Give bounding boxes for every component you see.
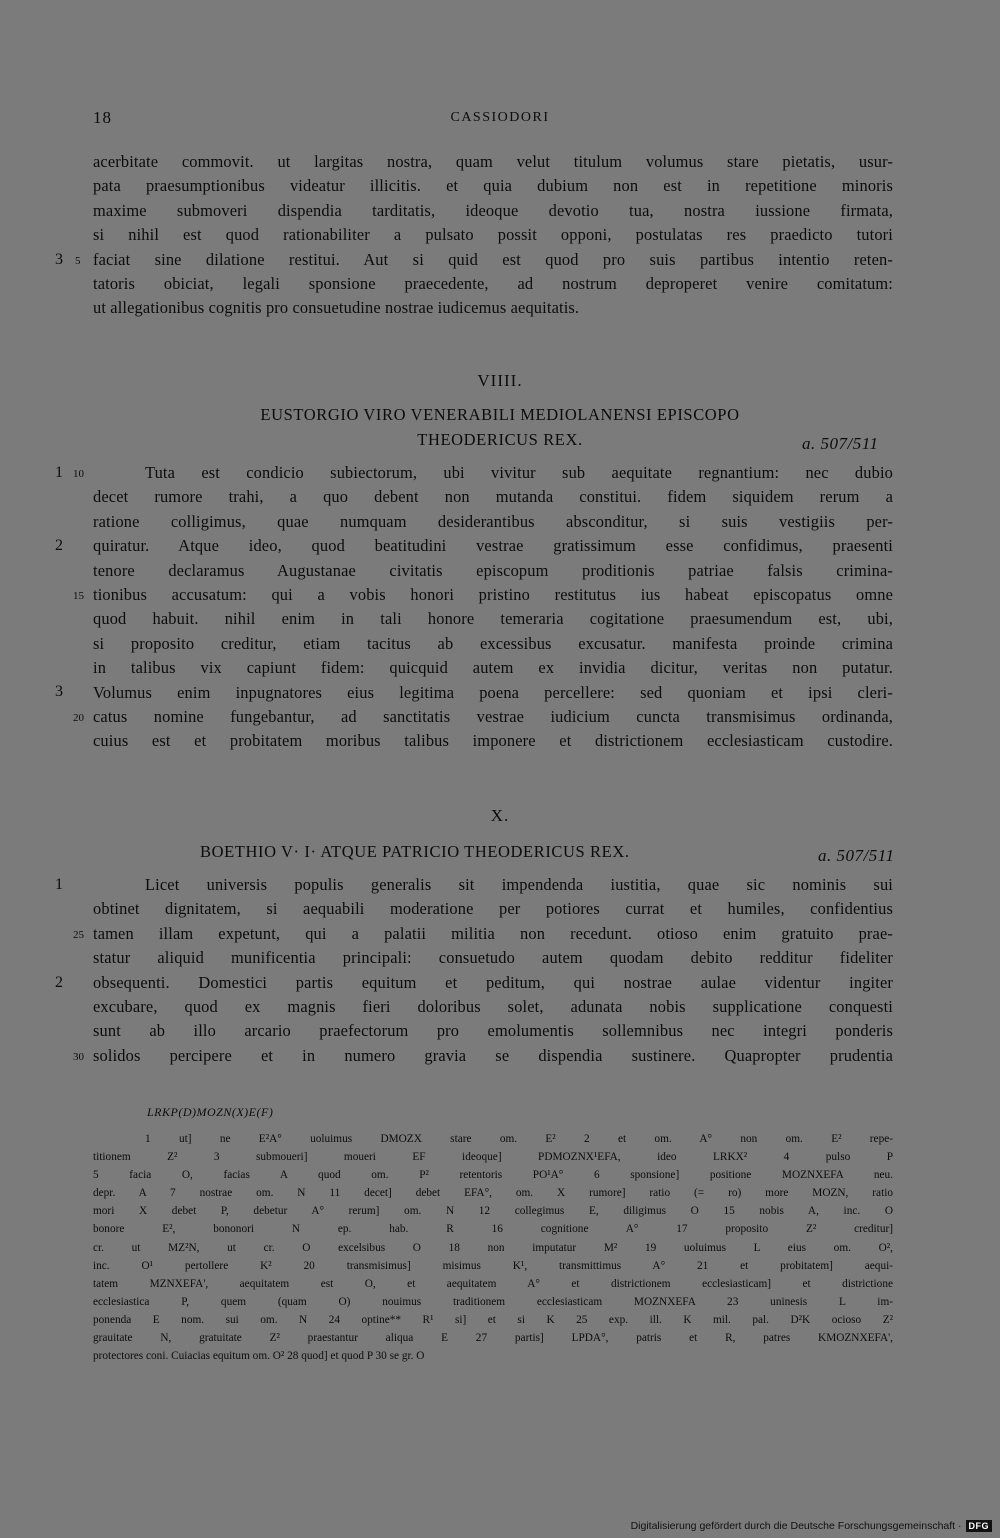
letter-9-numeral: VIIII.	[477, 371, 523, 390]
text-line: excubare, quod ex magnis fieri doloribus solet, adunata nobis supplicatione conquesti	[93, 996, 893, 1016]
text-line: catus nomine fungebantur, ad sanctitatis vestrae iudicium cuncta transmisimus ordinanda,	[93, 706, 893, 726]
text-line: decet rumore trahi, a quo debent non mutanda constitui. fidem siquidem rerum a	[93, 487, 893, 507]
text-line: si nihil est quod rationabiliter a pulsato possit opponi, postulatas res praedicto tutori	[93, 225, 893, 245]
margin-line-number: 5	[75, 255, 81, 267]
apparatus-line: inc. O¹ pertollere K² 20 transmisimus] misimus K¹, transmittimus A° 21 et probitatem] aequi-	[93, 1259, 893, 1272]
apparatus-sigla: LRKP(D)MOZN(X)E(F)	[147, 1105, 274, 1119]
apparatus-line: depr. A 7 nostrae om. N 11 decet] debet EFA°, om. X rumore] ratio (= ro) more MOZN, ratio	[93, 1187, 893, 1200]
margin-line-number: 10	[73, 468, 84, 480]
text-line: statur aliquid munificentia principali: consuetudo autem quodam debito redditur fideliter	[93, 948, 893, 968]
letter-10-address: BOETHIO V· I· ATQUE PATRICIO THEODERICUS REX.	[200, 842, 630, 861]
apparatus-line: tatem MZNXEFA', aequitatem est O, et aequitatem A° et districtionem ecclesiasticam] et districtione	[93, 1277, 893, 1290]
margin-section-number: 3	[55, 251, 63, 268]
text-line: pata praesumptionibus videatur illicitis. et quia dubium non est in repetitione minoris	[93, 176, 893, 196]
letter-9-date: a. 507/511	[802, 434, 879, 453]
text-line: ut allegationibus cognitis pro consuetudine nostrae iudicemus aequitatis.	[93, 298, 580, 318]
margin-line-number: 30	[73, 1051, 84, 1063]
margin-section-number: 2	[55, 537, 63, 554]
dfg-logo: DFG	[966, 1520, 993, 1532]
letter-9-address-sender: THEODERICUS REX.	[417, 430, 583, 449]
letter-9-address: EUSTORGIO VIRO VENERABILI MEDIOLANENSI EPISCOPO	[260, 405, 740, 424]
apparatus-line: ecclesiastica P, quem (quam O) nouimus traditionem ecclesiasticam MOZNXEFA 23 uninesis L im-	[93, 1295, 893, 1308]
text-line: Tuta est condicio subiectorum, ubi vivitur sub aequitate regnantium: nec dubio	[145, 463, 893, 482]
apparatus-line: cr. ut MZ²N, ut cr. O excelsibus O 18 non imputatur M² 19 uoluimus L eius om. O²,	[93, 1241, 893, 1254]
page-number: 18	[93, 108, 112, 127]
text-line: obsequenti. Domestici partis equitum et peditum, qui nostrae aulae videntur ingiter	[93, 972, 893, 992]
letter-10-numeral: X.	[490, 806, 510, 825]
text-line: quod habuit. nihil enim in tali honore temeraria cogitatione praesumendum est, ubi,	[93, 609, 893, 629]
running-title: CASSIODORI	[450, 110, 550, 125]
margin-section-number: 3	[55, 683, 63, 700]
apparatus-line: 5 facia O, facias A quod om. P² retentoris PO¹A° 6 sponsione] positione MOZNXEFA neu.	[93, 1169, 893, 1182]
text-line: obtinet dignitatem, si aequabili moderatione per potiores currat et humiles, confidentius	[93, 899, 893, 919]
margin-section-number: 1	[55, 876, 63, 893]
text-line: maxime submoveri dispendia tarditatis, ideoque devotio tua, nostra iussione firmata,	[93, 200, 893, 220]
text-line: tatoris obiciat, legali sponsione praecedente, ad nostrum deproperet venire comitatum:	[93, 273, 893, 293]
text-line: tionibus accusatum: qui a vobis honori pristino restitutus ius habeat episcopatus omne	[93, 584, 893, 604]
text-line: si proposito creditur, etiam tacitus ab excessibus excusatur. manifesta proinde crimina	[93, 633, 893, 653]
margin-line-number: 15	[73, 590, 84, 602]
text-line: tenore declaramus Augustanae civitatis episcopum proditionis patriae falsis crimina-	[93, 560, 893, 580]
text-line: ratione colligimus, quae numquam desiderantibus absconditur, si suis vestigiis per-	[93, 511, 893, 531]
margin-section-number: 1	[55, 464, 63, 481]
credit-text: Digitalisierung gefördert durch die Deutsche Forschungsgemeinschaft ·	[630, 1520, 962, 1532]
text-line: cuius est et probitatem moribus talibus imponere et districtionem ecclesiasticam custodire.	[93, 731, 893, 751]
text-line: quiratur. Atque ideo, quod beatitudini vestrae gratissimum esse confidimus, praesenti	[93, 536, 893, 556]
text-line: in talibus vix capiunt fidem: quicquid autem ex invidia dicitur, veritas non putatur.	[93, 658, 893, 678]
apparatus-line: grauitate N, gratuitate Z² praestantur aliqua E 27 partis] LPDA°, patris et R, patres KMOZNXEFA',	[93, 1332, 893, 1345]
text-line: acerbitate commovit. ut largitas nostra, quam velut titulum volumus stare pietatis, usur-	[93, 152, 893, 171]
text-line: faciat sine dilatione restitui. Aut si quid est quod pro suis partibus intentio reten-	[93, 249, 893, 269]
critical-apparatus	[93, 1130, 893, 1365]
apparatus-line: 1 ut] ne E²A° uoluimus DMOZX stare om. E² 2 et om. A° non om. E² repe-	[145, 1133, 893, 1145]
apparatus-line: titionem Z² 3 submoueri] moueri EF ideoque] PDMOZNX¹EFA, ideo LRKX² 4 pulso P	[93, 1151, 893, 1164]
intro-text-block	[93, 150, 893, 321]
apparatus-line: mori X debet P, debetur A° rerum] om. N 12 collegimus E, diligimus O 15 nobis A, inc. O	[93, 1205, 893, 1218]
letter-9-body	[93, 461, 893, 754]
digitization-credit	[631, 1520, 992, 1532]
text-line: Volumus enim inpugnatores eius legitima poena percellere: sed quoniam et ipsi cleri-	[93, 682, 893, 702]
letter-10-date: a. 507/511	[818, 846, 895, 865]
margin-line-number: 20	[73, 712, 84, 724]
text-line: sunt ab illo arcario praefectorum pro emolumentis sollemnibus nec integri ponderis	[93, 1021, 893, 1041]
text-line: Licet universis populis generalis sit impendenda iustitia, quae sic nominis sui	[145, 875, 893, 894]
apparatus-line: protectores coni. Cuiacias equitum om. O² 28 quod] et quod P 30 se gr. O	[93, 1350, 425, 1363]
margin-line-number: 25	[73, 929, 84, 941]
apparatus-line: ponenda E nom. sui om. N 24 optine** R¹ si] et si K 25 exp. ill. K mil. pal. D²K ocioso Z²	[93, 1313, 893, 1326]
apparatus-line: bonore E², bononori N ep. hab. R 16 cognitione A° 17 proposito Z² creditur]	[93, 1223, 893, 1236]
margin-section-number: 2	[55, 974, 63, 991]
letter-10-body	[93, 873, 893, 1068]
text-line: solidos percipere et in numero gravia se dispendia sustinere. Quapropter prudentia	[93, 1045, 893, 1065]
text-line: tamen illam expetunt, qui a palatii militia non recedunt. otioso enim gratuito prae-	[93, 923, 893, 943]
